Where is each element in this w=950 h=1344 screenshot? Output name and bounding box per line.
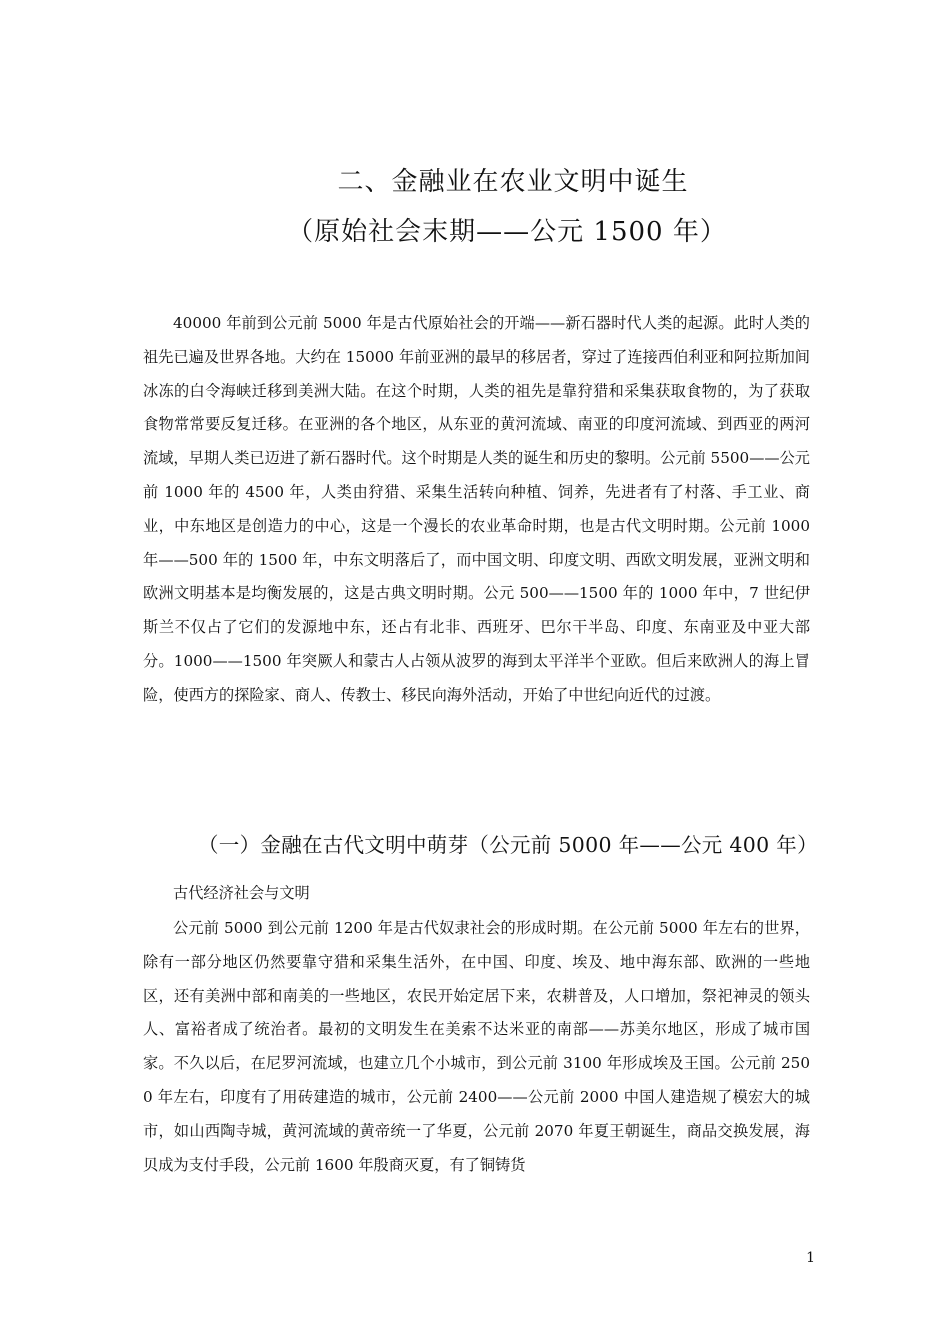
page-title: 二、金融业在农业文明中诞生 [337, 167, 689, 197]
page-subtitle: （原始社会末期——公元 1500 年） [287, 217, 727, 247]
intro-paragraph: 40000 年前到公元前 5000 年是古代原始社会的开端——新石器时代人类的起源。此时人类的祖先已遍及世界各地。大约在 15000 年前亚洲的最早的移居者，穿过了连接西伯利亚和阿拉斯加间冰冻的白令海峡迁移到美洲大陆。在这个时期，人类的祖先是靠狩猎和采集获取食物的，为了获取食物常常要反复迁移。在亚洲的各个地区，从东亚的黄河流域、南亚的印度河流域、到西亚的两河流域，早期人类已迈进了新石器时代。这个时期是人类的诞生和历史的黎明。公元前 5500——公元前 1000 年的 4500 年，人类由狩猎、采集生活转向种植、饲养，先进者有了村落、手工业、商业，中东地区是创造力的中心，这是一个漫长的农业革命时期，也是古代文明时期。公元前 1000 年——500 年的 1500 年，中东文明落后了，而中国文明、印度文明、西欧文明发展，亚洲文明和欧洲文明基本是均衡发展的，这是古典文明时期。公元 500——1500 年的 1000 年中，7 世纪伊斯兰不仅占了它们的发源地中东，还占有北非、西班牙、巴尔干半岛、印度、东南亚及中亚大部分。1000——1500 年突厥人和蒙古人占领从波罗的海到太平洋半个亚欧。但后来欧洲人的海上冒险，使西方的探险家、商人、传教士、移民向海外活动，开始了中世纪向近代的过渡。 [143, 314, 810, 704]
section-heading: （一）金融在古代文明中萌芽（公元前 5000 年——公元 400 年） [198, 833, 818, 857]
subsection-title: 古代经济社会与文明 [173, 884, 310, 902]
section-paragraph: 公元前 5000 到公元前 1200 年是古代奴隶社会的形成时期。在公元前 5000 年左右的世界，除有一部分地区仍然要靠守猎和采集生活外，在中国、印度、埃及、地中海东部、欧洲的一些地区，还有美洲中部和南美的一些地区，农民开始定居下来，农耕普及，人口增加，祭祀神灵的领头人、富裕者成了统治者。最初的文明发生在美索不达米亚的南部——苏美尔地区，形成了城市国家。不久以后，在尼罗河流域，也建立几个小城市，到公元前 3100 年形成埃及王国。公元前 2500 年左右，印度有了用砖建造的城市，公元前 2400——公元前 2000 中国人建造规了模宏大的城市，如山西陶寺城，黄河流域的黄帝统一了华夏，公元前 2070 年夏王朝诞生，商品交换发展，海贝成为支付手段，公元前 1600 年殷商灭夏，有了铜铸货 [143, 919, 810, 1174]
page-number: 1 [806, 1250, 815, 1266]
